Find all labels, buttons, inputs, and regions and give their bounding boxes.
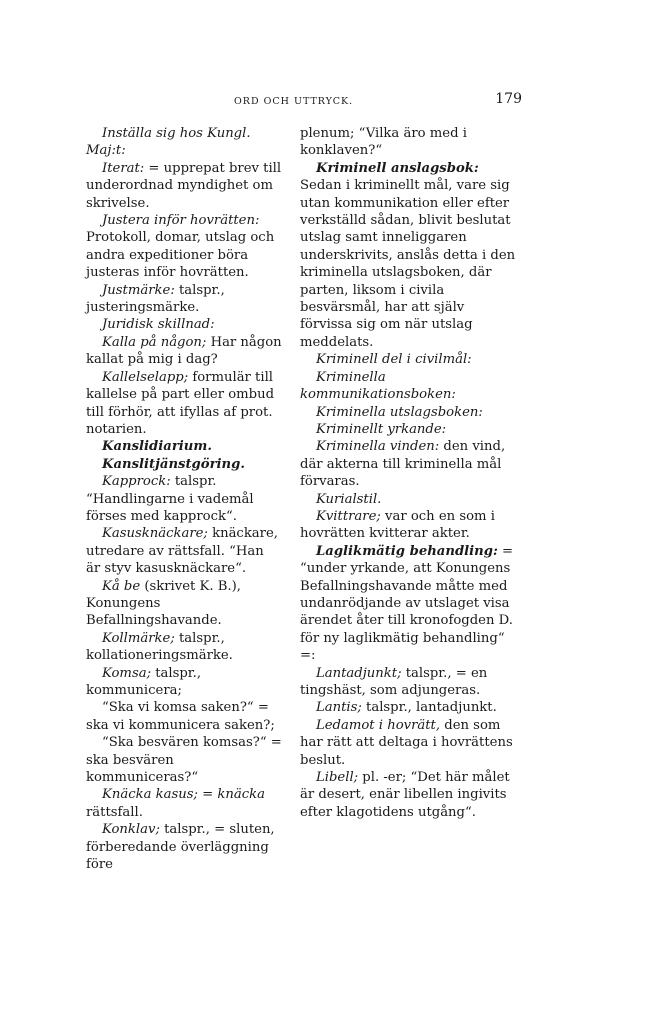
headword: Kollmärke; xyxy=(102,630,175,646)
headword: Kanslidiarium. xyxy=(102,439,212,455)
definition: Protokoll, domar, utslag och andra expeditioner böra justeras inför hovrätten. xyxy=(86,230,275,281)
definition: (skrivet K. B.), Konungens Befallningshavande. xyxy=(86,578,241,629)
headword: Inställa sig hos Kungl. Maj:t: xyxy=(86,126,251,159)
definition: talspr., kollationeringsmärke. xyxy=(86,630,233,664)
dictionary-entry xyxy=(300,769,520,821)
headword: Kanslitjänstgöring. xyxy=(102,456,245,472)
dictionary-entry xyxy=(300,369,520,404)
dictionary-entry xyxy=(86,125,282,160)
dictionary-entry xyxy=(86,734,282,786)
dictionary-entry xyxy=(86,160,282,212)
dictionary-entry xyxy=(86,334,282,369)
page-header xyxy=(84,91,522,116)
dictionary-entry xyxy=(300,404,520,421)
dictionary-entry xyxy=(86,212,282,282)
dictionary-entry xyxy=(300,125,520,160)
headword: Ledamot i hovrätt, xyxy=(316,717,441,733)
headword: Kå be xyxy=(102,578,141,594)
dictionary-entry xyxy=(300,717,520,769)
dictionary-entry xyxy=(300,438,520,490)
dictionary-entry xyxy=(86,456,282,473)
definition: talspr., justeringsmärke. xyxy=(86,282,225,316)
dictionary-entry xyxy=(300,665,520,700)
dictionary-entry xyxy=(86,282,282,317)
definition: talspr., kommunicera; xyxy=(86,665,202,698)
dictionary-entry xyxy=(300,421,520,438)
dictionary-entry xyxy=(300,699,520,716)
running-title: ORD OCH UTTRYCK. xyxy=(234,96,354,107)
headword: Kapprock: xyxy=(102,474,171,490)
definition: talspr. “Handlingarne i vademål förses med kapprock“. xyxy=(86,474,254,524)
definition: den vind, där akterna till kriminella mål förvaras. xyxy=(300,439,506,490)
dictionary-entry xyxy=(86,786,282,821)
right-column xyxy=(300,125,520,821)
definition: = upprepat brev till underordnad myndighet om skrivelse. xyxy=(86,160,282,211)
definition: Har någon kallat på mig i dag? xyxy=(86,334,282,368)
definition: = “under yrkande, att Konungens Befallningshavande måtte med undanrödjande av utslaget visa ärendet åter till kronofogden D. för ny laglikmätig behandling“ =: xyxy=(300,543,514,664)
left-column xyxy=(86,125,282,873)
definition: talspr., = sluten, förberedande överläggning före xyxy=(86,822,275,873)
dictionary-entry xyxy=(86,821,282,873)
definition: “Ska besvären komsas?“ = ska besvären kommuniceras?“ xyxy=(86,735,282,786)
dictionary-entry xyxy=(300,351,520,368)
headword: Kriminellt yrkande: xyxy=(316,421,447,437)
headword: Laglikmätig behandling: xyxy=(316,543,498,559)
dictionary-entry xyxy=(86,473,282,525)
definition: talspr., lantadjunkt. xyxy=(361,700,497,716)
dictionary-entry xyxy=(86,699,282,734)
definition: rättsfall. xyxy=(86,804,143,820)
headword: Kriminella utslagsboken: xyxy=(316,404,483,420)
headword: Kvittrare; xyxy=(316,508,381,524)
headword: Libell; xyxy=(316,770,359,786)
headword: Justmärke: xyxy=(102,282,175,298)
headword: Kriminell anslagsbok: xyxy=(316,160,479,176)
headword: Iterat: xyxy=(102,160,145,176)
dictionary-entry xyxy=(86,316,282,333)
headword: Kriminella kommunikationsboken: xyxy=(300,369,456,403)
definition: Sedan i kriminellt mål, vare sig utan kommunikation eller efter verkställd sådan, blivit beslutat utslag samt inneliggaren underskrivits, anslås detta i den kriminella utslagsboken, där parten, liksom i civila besvärsmål, har att själv förvissa sig om när utslag meddelats. xyxy=(300,178,516,350)
headword: Knäcka kasus; = knäcka xyxy=(102,787,265,803)
definition: plenum; “Vilka äro med i konklaven?“ xyxy=(300,126,467,159)
dictionary-entry xyxy=(300,160,520,351)
headword: Kriminell del i civilmål: xyxy=(316,352,472,368)
headword: Kallelselapp; xyxy=(102,369,189,385)
dictionary-entry xyxy=(300,491,520,508)
definition: den som har rätt att deltaga i hovrättens beslut. xyxy=(300,717,513,768)
definition: knäckare, utredare av rättsfall. “Han är styv kasusknäckare“. xyxy=(86,526,278,577)
headword: Juridisk skillnad: xyxy=(102,317,215,333)
definition: pl. -er; “Det här målet är desert, enär libellen ingivits efter klagotidens utgång“. xyxy=(300,770,510,820)
definition: talspr., = en tingshäst, som adjungeras. xyxy=(300,665,488,698)
headword: Justera inför hovrätten: xyxy=(102,213,260,229)
dictionary-entry xyxy=(86,665,282,700)
definition: “Ska vi komsa saken?“ = ska vi kommunicera saken?; xyxy=(86,700,275,733)
headword: Komsa; xyxy=(102,665,152,681)
dictionary-entry xyxy=(86,578,282,630)
headword: Kriminella vinden: xyxy=(316,439,440,455)
headword: Kalla på någon; xyxy=(102,334,207,350)
dictionary-entry xyxy=(86,630,282,665)
headword: Lantadjunkt; xyxy=(316,665,402,681)
headword: Kasusknäckare; xyxy=(102,526,208,542)
definition: var och en som i hovrätten kvitterar akter. xyxy=(300,508,495,542)
headword: Konklav; xyxy=(102,822,160,838)
dictionary-entry xyxy=(300,543,520,665)
dictionary-entry xyxy=(86,369,282,439)
dictionary-entry xyxy=(300,508,520,543)
dictionary-entry xyxy=(86,525,282,577)
definition: formulär till kallelse på part eller ombud till förhör, att ifyllas af prot. notarien. xyxy=(86,369,275,437)
headword: Kurialstil. xyxy=(316,491,382,507)
page-number: 179 xyxy=(495,91,522,107)
headword: Lantis; xyxy=(316,700,362,716)
dictionary-entry xyxy=(86,438,282,455)
